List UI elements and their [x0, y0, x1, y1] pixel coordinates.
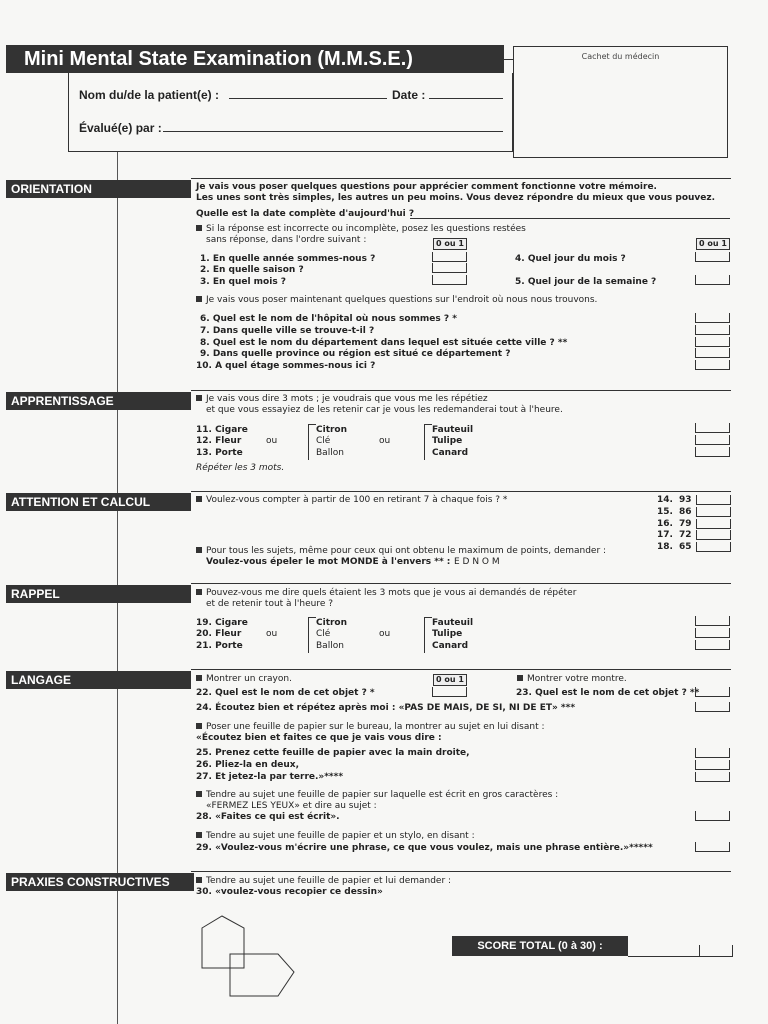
score-box[interactable] [432, 275, 467, 285]
instruction [196, 831, 475, 842]
score-box[interactable] [432, 263, 467, 273]
section-rule [191, 583, 731, 584]
intro-text: Je vais vous poser quelques questions pour apprécier comment fonctionne votre mémoire. [196, 182, 657, 192]
score-box[interactable] [695, 687, 730, 697]
score-box[interactable] [696, 542, 731, 552]
stamp-box [513, 46, 728, 158]
bullet-icon [196, 877, 202, 883]
bullet-icon [196, 723, 202, 729]
instruction-text: «FERMEZ LES YEUX» et dire au sujet : [206, 801, 377, 811]
pentagon-drawing [196, 910, 306, 1002]
question: 25. Prenez cette feuille de papier avec la main droite, [196, 748, 470, 758]
step-value: 79 [679, 519, 692, 529]
score-box[interactable] [695, 348, 730, 358]
monde-answer: E D N O M [454, 557, 500, 567]
score-box[interactable] [695, 772, 730, 782]
or-label: ou [379, 629, 391, 639]
score-box[interactable] [695, 313, 730, 323]
question: 10. A quel étage sommes-nous ici ? [196, 361, 376, 371]
score-box[interactable] [696, 495, 731, 505]
instruction-text: Pouvez-vous me dire quels étaient les 3 mots que je vous ai demandés de répéter [206, 588, 577, 598]
or-label: ou [266, 436, 278, 446]
instruction-text: Tendre au sujet une feuille de papier et un stylo, en disant : [206, 831, 475, 841]
question: 27. Et jetez-la par terre.»**** [196, 772, 344, 782]
instruction-text: Je vais vous poser maintenant quelques questions sur l'endroit où nous nous trouvons. [206, 295, 598, 305]
section-rule [191, 390, 731, 391]
score-box[interactable] [695, 811, 730, 821]
instruction-text: Pour tous les sujets, même pour ceux qui ont obtenu le maximum de points, demander : [206, 546, 607, 556]
score-box[interactable] [695, 760, 730, 770]
score-box[interactable] [695, 435, 730, 445]
section-rappel: RAPPEL [6, 585, 191, 603]
instruction-text: Montrer votre montre. [527, 674, 627, 684]
instruction-text: Montrer un crayon. [206, 674, 292, 684]
form-title: Mini Mental State Examination (M.M.S.E.) [6, 45, 504, 73]
date-label: Date : [392, 88, 426, 102]
instruction [196, 674, 292, 685]
word: Citron [316, 618, 348, 628]
instruction [196, 495, 507, 506]
word: Ballon [316, 641, 344, 651]
question: 9. Dans quelle province ou région est situé ce département ? [200, 349, 511, 359]
score-box[interactable] [695, 640, 730, 650]
step-label: 16. [657, 519, 673, 529]
word: Fauteuil [432, 425, 474, 435]
instruction-text: et que vous essayiez de les retenir car je vous les redemanderai tout à l'heure. [206, 405, 563, 415]
intro-text: Les unes sont très simples, les autres un peu moins. Vous devez répondre du mieux que vous pouvez. [196, 193, 716, 203]
bullet-icon [196, 395, 202, 401]
score-box[interactable] [696, 507, 731, 517]
instruction-text: sans réponse, dans l'ordre suivant : [206, 235, 367, 245]
bullet-icon [517, 675, 523, 681]
word: Fauteuil [432, 618, 474, 628]
instruction-text: «Écoutez bien et faites ce que je vais vous dire : [196, 733, 442, 743]
instruction [196, 588, 576, 599]
score-tag: 0 ou 1 [433, 674, 467, 686]
score-box[interactable] [695, 842, 730, 852]
section-rule [191, 871, 731, 872]
score-box[interactable] [695, 360, 730, 370]
score-box[interactable] [695, 616, 730, 626]
instruction [196, 722, 545, 733]
bullet-icon [196, 547, 202, 553]
question: 4. Quel jour du mois ? [515, 254, 626, 264]
question: 29. «Voulez-vous m'écrire une phrase, ce que vous voulez, mais une phrase entière.»***** [196, 843, 653, 853]
question: 5. Quel jour de la semaine ? [515, 277, 657, 287]
instruction [196, 790, 558, 801]
section-rule [191, 178, 731, 179]
instruction-text: Poser une feuille de papier sur le bureau, la montrer au sujet en lui disant : [206, 722, 545, 732]
word: Canard [432, 448, 469, 458]
bracket [308, 424, 316, 460]
section-attention: ATTENTION ET CALCUL [6, 493, 191, 511]
step-label: 14. [657, 495, 673, 505]
word: Canard [432, 641, 469, 651]
bullet-icon [196, 675, 202, 681]
patient-name-field[interactable] [229, 98, 387, 99]
step-value: 86 [679, 507, 692, 517]
score-box[interactable] [432, 687, 467, 697]
section-praxies: PRAXIES CONSTRUCTIVES [6, 873, 194, 891]
score-total-field[interactable] [628, 956, 733, 957]
or-label: ou [266, 629, 278, 639]
question: 26. Pliez-la en deux, [196, 760, 300, 770]
word: 12. Fleur [196, 436, 242, 446]
score-box[interactable] [696, 519, 731, 529]
score-box[interactable] [432, 252, 467, 262]
question: 6. Quel est le nom de l'hôpital où nous sommes ? * [200, 314, 457, 324]
step-value: 65 [679, 542, 692, 552]
question: 8. Quel est le nom du département dans lequel est située cette ville ? ** [200, 338, 568, 348]
instruction-text: Tendre au sujet une feuille de papier et lui demander : [206, 876, 452, 886]
bracket [308, 617, 316, 653]
instruction-text: Je vais vous dire 3 mots ; je voudrais que vous me les répétiez [206, 394, 488, 404]
word: Tulipe [432, 436, 463, 446]
question: 3. En quel mois ? [200, 277, 287, 287]
instruction [196, 394, 488, 405]
score-box[interactable] [695, 275, 730, 285]
score-box[interactable] [695, 423, 730, 433]
score-box[interactable] [695, 447, 730, 457]
bullet-icon [196, 296, 202, 302]
section-apprentissage: APPRENTISSAGE [6, 392, 191, 410]
word: Citron [316, 425, 348, 435]
score-total-label: SCORE TOTAL (0 à 30) : [452, 936, 628, 956]
question: 24. Écoutez bien et répétez après moi : «PAS DE MAIS, DE SI, NI DE ET» *** [196, 703, 576, 713]
step-value: 72 [679, 530, 692, 540]
section-rule [191, 669, 731, 670]
step-label: 17. [657, 530, 673, 540]
score-tick [699, 945, 700, 956]
stamp-label: Cachet du médecin [581, 52, 660, 61]
monde-question: Voulez-vous épeler le mot MONDE à l'envers ** : [206, 557, 451, 567]
bracket [424, 424, 432, 460]
date-question: Quelle est la date complète d'aujourd'hui ? [196, 209, 415, 219]
word: Ballon [316, 448, 344, 458]
word: 20. Fleur [196, 629, 242, 639]
score-tag: 0 ou 1 [696, 238, 730, 250]
bullet-icon [196, 496, 202, 502]
bullet-icon [196, 589, 202, 595]
word: 11. Cigare [196, 425, 248, 435]
instruction [196, 224, 526, 235]
bullet-icon [196, 225, 202, 231]
score-tag: 0 ou 1 [433, 238, 467, 250]
score-box[interactable] [695, 628, 730, 638]
word: Clé [316, 436, 331, 446]
pentagon-left [202, 916, 244, 968]
score-box[interactable] [696, 530, 731, 540]
bracket [424, 617, 432, 653]
question: 23. Quel est le nom de cet objet ? ** [516, 688, 700, 698]
step-value: 93 [679, 495, 692, 505]
score-box[interactable] [695, 252, 730, 262]
word: Tulipe [432, 629, 463, 639]
instruction-text: Voulez-vous compter à partir de 100 en retirant 7 à chaque fois ? * [206, 495, 508, 505]
score-box[interactable] [695, 702, 730, 712]
word: 13. Porte [196, 448, 243, 458]
evaluator-field[interactable] [163, 131, 503, 132]
section-rule [191, 491, 731, 492]
instruction [196, 295, 597, 306]
instruction [196, 546, 606, 557]
score-tick [732, 945, 733, 956]
evaluator-label: Évalué(e) par : [79, 121, 162, 135]
instruction [517, 674, 627, 685]
patient-label: Nom du/de la patient(e) : [79, 88, 220, 102]
question: 1. En quelle année sommes-nous ? [200, 254, 376, 264]
pentagon-right [230, 954, 294, 996]
date-answer-field[interactable] [410, 218, 730, 219]
bullet-icon [196, 832, 202, 838]
date-field[interactable] [429, 98, 503, 99]
section-orientation: ORIENTATION [6, 180, 191, 198]
header-frame [68, 73, 513, 152]
repeat-note: Répéter les 3 mots. [196, 463, 285, 473]
section-langage: LANGAGE [6, 671, 191, 689]
step-label: 15. [657, 507, 673, 517]
instruction-text: et de retenir tout à l'heure ? [206, 599, 334, 609]
score-box[interactable] [695, 325, 730, 335]
question: 28. «Faites ce qui est écrit». [196, 812, 340, 822]
word: 21. Porte [196, 641, 243, 651]
score-box[interactable] [695, 337, 730, 347]
question: 2. En quelle saison ? [200, 265, 304, 275]
word: Clé [316, 629, 331, 639]
question: 7. Dans quelle ville se trouve-t-il ? [200, 326, 375, 336]
instruction-text: Si la réponse est incorrecte ou incomplète, posez les questions restées [206, 224, 526, 234]
word: 19. Cigare [196, 618, 248, 628]
score-box[interactable] [695, 748, 730, 758]
question: 22. Quel est le nom de cet objet ? * [196, 688, 375, 698]
question: 30. «voulez-vous recopier ce dessin» [196, 887, 383, 897]
instruction [196, 876, 451, 887]
instruction-text: Tendre au sujet une feuille de papier sur laquelle est écrit en gros caractères : [206, 790, 559, 800]
or-label: ou [379, 436, 391, 446]
bullet-icon [196, 791, 202, 797]
step-label: 18. [657, 542, 673, 552]
